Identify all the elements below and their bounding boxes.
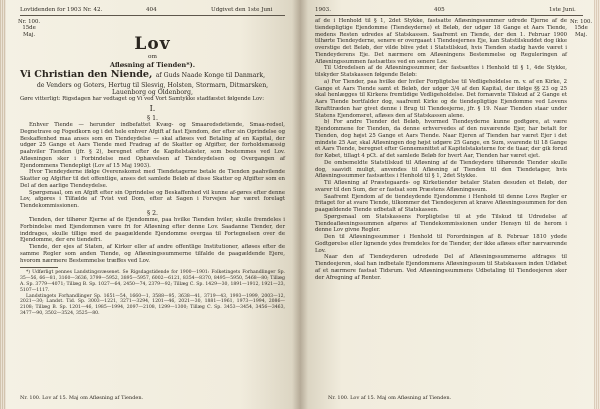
- paragraph: Naar den af Tiendeyderen udredede Del af Afløsningssummerne afdrages til Tiendeejeren, skal han indbetale Ejendommens Afløsningssum til Statskassen inden Udløbet af et nærmere fastsat Tidsrum. Ved Afløsningssummens Udbetaling til Tiendeejeren sker der Afregning af Renter.: [315, 254, 567, 281]
- paragraph: af de i Henhold til § 1, 2det Stykke, fastsatte Afløsningssummer udrede Ejerne af de tiendepligtige Ejendomme (Tiendeyderne) et Beløb, der udgør 18 Gange et Aars Tiende, medens Resten udredes af Statskassen. Saafremt en Tiende, der den 1. Februar 1900 tilhørte Tiendeyderne, senere er overgaaet i Tiendeejernes Eje, kan Statstilskuddet dog ikke overstige det Beløb, der vilde blive ydet i Statstilskud, hvis Tienden stadig havde været i Tiendeyderens Eje. Det nærmere om Afløsningens Bestemmelse og Reguleringen af Afløsningssummen fastsættes ved en senere Lov.: [315, 18, 567, 65]
- king-name: Vi Christian den Niende,: [20, 69, 153, 80]
- margin-date: 15de: [22, 25, 36, 32]
- law-om: om: [148, 54, 157, 60]
- page-number: 404: [146, 7, 157, 13]
- footnote: *) Udførligt pennes Landstingsvæsenet. Se Rigsdagstidende for 1900—1901: Folketingets Forhandlinger Sp. 35—56, 66—81, 3160—3636, 3799—5952, 3895—5957, 6002—6121, 8354—8370, 8495—5950, 5468—80; Tillæg A. Sp. 3779—4071; Tillæg B. Sp. 1027—64, 2450—74, 2379—92; Tillæg C. Sp. 1429—30, 1891—1912, 1921—23, 5107—1117.: [20, 270, 285, 293]
- header-rule: [20, 15, 285, 16]
- paragraph: Tienden, der tilhører Ejerne af de Ejendomme, paa hvilke Tienden hviler, skulle fremdeles i Forbindelse med Ejendommen være fri for Afløsning efter denne Lov. Saadanne Tiender, der inddrages, skulle tillige med de paagældende Ejendomme overgaa til Fortegnelsen over de Ejendomme, der ere tiendefri.: [20, 217, 285, 244]
- king-title-rest: af Guds Naade Konge til Danmark,: [155, 72, 266, 79]
- paragraph: b) For andre Tiender det Beløb, hvormed Tiendeyderne kunne godtgøre, at være Ejendommene for Tienden, da denne erhvervedes af den nuværende Ejer, har betalt for Tienden, dog højst 25 Gange et Aars Tiende. Naar Ejeren af Tienden har været Ejer i det mindste 25 Aar, skal Afløsningen dog højst udgøre 25 Gange, en Sum, svarende til 18 Gange et Aars Tiende, beregnet efter Gennemsnittet af Kapitelstaksterne for de tiaar, der gik forud for Købet, tillagt 4 pCt. af det samlede Beløb for hvert Aar, Tienden har været ejet.: [315, 119, 567, 159]
- paragraph: Til Udredelsen af de Afløsningssummer, der fastsættes i Henhold til § 1, 4de Stykke, tilskyder Statskassen følgende Beløb:: [315, 65, 567, 78]
- paragraph-mark-1: § 1.: [147, 114, 158, 122]
- paragraph: Til Afløsning af Præstegaards- og Kirketiender betaler Staten desuden et Beløb, der svarer til den Sum, der er fastsat som Præstens Afløsningssum.: [315, 180, 567, 193]
- law-title: Lov: [134, 34, 171, 54]
- margin-number: Nr. 100.: [18, 19, 41, 25]
- law-subtitle: Afløsning af Tienden*).: [109, 61, 196, 69]
- paragraph: Spørgsmaal om Statskassens Forpligtelse til at yde Tilskud til Udredelse af Tiendeafløsningssummen afgøres af Tiendekommissionen under Hensyn til de herom i denne Lov givne Regler.: [315, 213, 567, 234]
- page-edges: [0, 0, 6, 409]
- footnote-rule: [20, 267, 58, 268]
- margin-note: [570, 19, 592, 38]
- right-body: [315, 18, 567, 281]
- header-rule: [315, 15, 583, 16]
- margin-number: Nr. 100.: [570, 19, 593, 25]
- paragraph: Tiende, der ejes af Staten, af Kirker eller af andre offentlige Institutioner, afløses efter de samme Regler som anden Tiende, og Afløsningssummerne tilfalde de paagældende Ejere, hvorom nærmere Bestemmelse træffes ved Lov.: [20, 244, 285, 264]
- page-number: 405: [434, 7, 445, 13]
- paragraph: a) For Tiender, paa hvilke der hviler Forpligtelse til Vedligeholdelse m. v. af en Kirke, 2 Gange et Aars Tiende samt et Beløb, der udgør 3/4 af den Kapital, der ifølge §§ 23 og 25 skal henlægges til Kirkens fremtidige Vedligeholdelse. Det fornævnte Tilskud af 2 Gange et Aars Tiende bortfalder dog, saafremt Kirke og de tiendepligtige Ejendomme ved Lovens Ikrafttræden har givet denne i Brug til Tiendeejerne, jfr. § 19. Naar Tienden staar under Statens Ejendomsret, afløses den af Statskassen alene.: [315, 78, 567, 119]
- king-line: [20, 70, 285, 82]
- running-header-year: 1903.: [315, 7, 332, 13]
- enactment-clause: Gøre vitterligt: Rigsdagen har vedtaget og Vi ved Vort Samtykke stadfæstet følgende Lov:: [20, 96, 265, 103]
- bottom-line: Nr. 100. Lov af 15. Maj om Afløsning af Tienden.: [328, 395, 452, 401]
- book-gutter: [292, 0, 308, 409]
- right-page: [300, 0, 600, 409]
- running-header-right: Udgivet den 1ste Juni: [211, 7, 273, 13]
- footnote-cont: Landstingets Forhandlinger Sp. 1651—54, 1660—1, 3588—95, 3638—41, 3719—43, 1993—1999, 2003—12, 2021—30; Landst. Tid. Sp. 3003—1221, 3271—3294, 1201—46, 2021—30, 1881—1961, 1973—1994, 2086—2108; Tillæg B. Sp. 1201—46, 1985—1994, 2097—2108, 1299—1300; Tillæg C. Sp. 3453—3454, 3456—3463, 3477—90, 3502—3524, 3525—80.: [20, 293, 285, 317]
- paragraph-mark-2: § 2.: [147, 209, 158, 217]
- paragraph: Spørgsmaal, om en Afgift efter sin Oprindelse og Beskaffenhed vil kunne af-gøres efter denne Lov, afgøres i Tilfælde af Tvist ved Dom, efter at Sagen i Forvejen har været forelagt Tiendekommissionen.: [20, 189, 285, 210]
- paragraph: De ombemeldte Statstilskud til Afløsning af de Tiendeydere tilhørende Tiender skulle dog, saavidt muligt, anvendes til Afløsning af Tienden til den Tiendetager, hvis Afløsningssummer fastsættes i Henhold til § 1, 2det Stykke.: [315, 159, 567, 180]
- margin-month: Maj.: [23, 31, 36, 38]
- margin-date: 15de: [574, 25, 588, 32]
- bottom-line: Nr. 100. Lov af 15. Maj om Afløsning af Tienden.: [20, 395, 144, 401]
- paragraph: Den til Afløsningssummer i Henhold til Forordningen af 8. Februar 1810 ydede Godtgørelse eller lignende ydes fremdeles for de Tiender, der ikke afløses efter nærværende Lov.: [315, 234, 567, 254]
- paragraph: Enhver Tiende — herunder indbefattet Kvæg- og Smaaredsdetiende, Smaa-redsel, Degnetrave og Fogedkorn og i det hele enhver Afgift af fast Ejendom, der efter sin Oprindelse og Beskaffenhed maa anses som en Tiendeydelse — skal afløses ved Betaling af en Kapital, der udgør 25 Gange et Aars Tiende med Fradrag af de Skatter og Afgifter, der forholdsmæssig paahviler Tienden (jfr. § 2), beregnet efter de Kapitelstakster, som bestemmes ved Lov. Afløsningen sker i Forbindelse med Ophævelsen af Tiendeydelsen og Overgangen af Ejendommens Tiendepligt (Lov af 15 Maj 1903).: [20, 122, 285, 169]
- paragraph: Hvor Tiendeyderne ifølge Overenskomst med Tiendetagerne betale de Tienden paahvilende Skatter og Afgifter til det offentlige, anses det samlede Beløb af disse Skatter og Afgifter som en Del af den aarlige Tiendeydelse.: [20, 169, 285, 189]
- page-edges: [594, 0, 600, 409]
- king-titles-2: Lauenborg og Oldenborg,: [112, 88, 193, 96]
- running-header-right: 1ste Juni.: [549, 7, 576, 13]
- left-body: [20, 31, 285, 317]
- running-header-left: Lovtidenden for 1903 Nr. 42.: [20, 7, 103, 13]
- king-titles-1: de Venders og Goters, Hertug til Slesvig, Holsten, Stormarn, Ditmarsken,: [36, 81, 269, 89]
- margin-month: Maj.: [575, 31, 588, 38]
- paragraph: Saafremt Ejendom af de tiendeydende Ejendomme i Henhold til denne Lovs Regler er fritaget for at svare Tiende, tilkommer det Tiendeejeren at kræve Afløsningssummen for den paagældende Tiende udbetalt af Statskassen.: [315, 193, 567, 213]
- section-heading: I.: [149, 103, 156, 113]
